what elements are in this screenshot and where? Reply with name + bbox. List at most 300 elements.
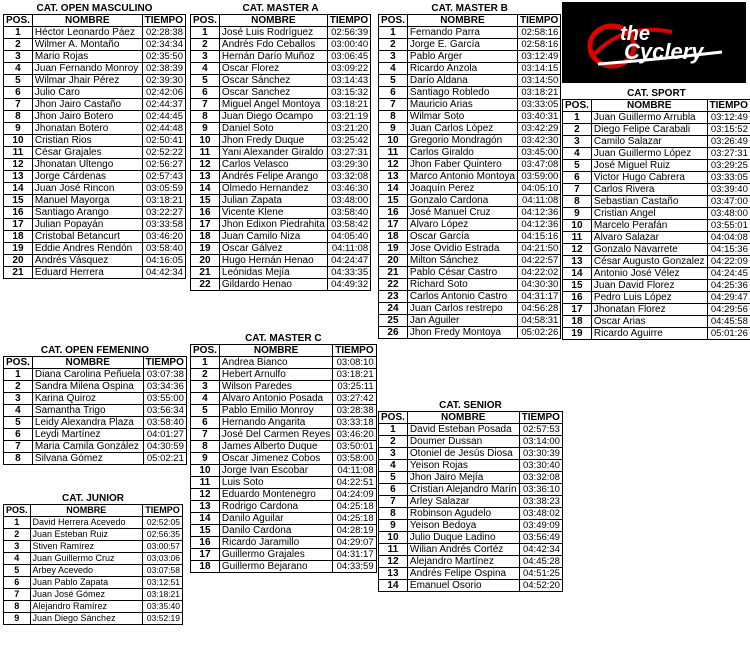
time-cell: 03:32:08 xyxy=(327,171,370,183)
time-cell: 03:15:32 xyxy=(327,87,370,99)
name-cell: Daniel Soto xyxy=(219,123,327,135)
table-row xyxy=(563,316,750,328)
name-cell: Wilmer A. Montaño xyxy=(32,39,142,51)
table-row xyxy=(4,441,187,453)
time-cell: 02:44:48 xyxy=(142,123,185,135)
name-cell: Robinson Agudelo xyxy=(407,508,519,520)
name-cell: Jhonatan Florez xyxy=(591,304,707,316)
position-cell: 2 xyxy=(379,436,408,448)
table-row xyxy=(563,268,750,280)
position-cell: 4 xyxy=(191,393,220,405)
name-cell: Jhon Fredy Montoya xyxy=(407,327,517,339)
table-row xyxy=(379,508,563,520)
name-cell: Juan Esteban Ruiz xyxy=(30,529,143,541)
name-cell: Ricardo Jaramillo xyxy=(219,537,332,549)
position-cell: 13 xyxy=(191,171,220,183)
time-cell: 02:44:37 xyxy=(142,99,185,111)
time-cell: 03:14:00 xyxy=(519,436,562,448)
table-row xyxy=(379,207,561,219)
position-cell: 21 xyxy=(4,267,33,279)
position-cell: 15 xyxy=(4,195,33,207)
time-cell: 04:51:25 xyxy=(519,568,562,580)
time-cell: 03:33:05 xyxy=(517,99,560,111)
time-cell: 03:58:40 xyxy=(143,417,186,429)
table-row xyxy=(191,255,371,267)
position-cell: 5 xyxy=(4,565,31,577)
name-cell: Juan Pablo Zapata xyxy=(30,577,143,589)
name-cell: Karina Quiroz xyxy=(32,393,143,405)
column-header-name: NOMBRE xyxy=(591,100,707,112)
position-cell: 8 xyxy=(191,441,220,453)
position-cell: 22 xyxy=(191,279,220,291)
time-cell: 04:12:36 xyxy=(517,207,560,219)
time-cell: 05:02:21 xyxy=(143,453,186,465)
time-cell: 03:33:05 xyxy=(707,172,750,184)
position-cell: 2 xyxy=(379,39,408,51)
name-cell: Yani Alexander Giraldo xyxy=(219,147,327,159)
column-header-pos: POS. xyxy=(379,15,408,27)
name-cell: Oscar Arias xyxy=(591,316,707,328)
position-cell: 3 xyxy=(4,541,31,553)
time-cell: 03:25:11 xyxy=(333,381,376,393)
name-cell: Jorge Ivan Escobar xyxy=(219,465,332,477)
position-cell: 1 xyxy=(379,424,408,436)
table-row xyxy=(563,292,750,304)
table-row xyxy=(379,111,561,123)
table-row xyxy=(4,183,186,195)
time-cell: 03:55:00 xyxy=(143,393,186,405)
time-cell: 04:28:19 xyxy=(333,525,376,537)
position-cell: 20 xyxy=(191,255,220,267)
time-cell: 03:46:30 xyxy=(327,183,370,195)
time-cell: 03:40:31 xyxy=(517,111,560,123)
name-cell: Juan Diego Ocampo xyxy=(219,111,327,123)
time-cell: 04:15:16 xyxy=(517,231,560,243)
table-row xyxy=(563,160,750,172)
name-cell: Oscar Florez xyxy=(219,63,327,75)
name-cell: Juan José Rincon xyxy=(32,183,142,195)
position-cell: 6 xyxy=(4,87,33,99)
table-row xyxy=(563,244,750,256)
position-cell: 15 xyxy=(191,195,220,207)
position-cell: 7 xyxy=(4,441,33,453)
time-cell: 02:42:06 xyxy=(142,87,185,99)
name-cell: Jorge E. García xyxy=(407,39,517,51)
position-cell: 15 xyxy=(379,195,408,207)
position-cell: 9 xyxy=(191,123,220,135)
time-cell: 04:01:27 xyxy=(143,429,186,441)
column-header-name: NOMBRE xyxy=(219,15,327,27)
name-cell: Pablo César Castro xyxy=(407,267,517,279)
category-title: CAT. MASTER A xyxy=(191,3,371,15)
table-row xyxy=(191,243,371,255)
position-cell: 7 xyxy=(379,99,408,111)
time-cell: 03:03:06 xyxy=(143,553,183,565)
position-cell: 3 xyxy=(4,51,33,63)
time-cell: 03:42:30 xyxy=(517,135,560,147)
table-row xyxy=(379,27,561,39)
time-cell: 03:26:49 xyxy=(707,136,750,148)
table-row xyxy=(379,556,563,568)
name-cell: Jhon Jairo Castaño xyxy=(32,99,142,111)
table-row xyxy=(563,280,750,292)
time-cell: 04:30:30 xyxy=(517,279,560,291)
time-cell: 03:32:08 xyxy=(519,472,562,484)
table-senior xyxy=(378,400,563,592)
time-cell: 02:56:35 xyxy=(143,529,183,541)
name-cell: Oscar Sanchez xyxy=(219,87,327,99)
position-cell: 11 xyxy=(191,147,220,159)
time-cell: 03:48:00 xyxy=(707,208,750,220)
table-row xyxy=(563,136,750,148)
table-row xyxy=(379,544,563,556)
column-header-time: TIEMPO xyxy=(707,100,750,112)
time-cell: 04:33:35 xyxy=(327,267,370,279)
position-cell: 6 xyxy=(191,87,220,99)
column-header-time: TIEMPO xyxy=(143,505,183,517)
time-cell: 03:33:18 xyxy=(333,417,376,429)
position-cell: 7 xyxy=(191,429,220,441)
name-cell: Carlos Rivera xyxy=(591,184,707,196)
table-row xyxy=(191,369,377,381)
name-cell: Eduard Herrera xyxy=(32,267,142,279)
table-row xyxy=(191,561,377,573)
name-cell: Hernando Angarita xyxy=(219,417,332,429)
name-cell: David Herrera Acevedo xyxy=(30,517,143,529)
table-row xyxy=(191,51,371,63)
position-cell: 11 xyxy=(191,477,220,489)
time-cell: 03:30:39 xyxy=(519,448,562,460)
name-cell: Julio Caro xyxy=(32,87,142,99)
table-row xyxy=(379,183,561,195)
table-master-a xyxy=(190,3,371,291)
table-row xyxy=(4,267,186,279)
time-cell: 05:01:26 xyxy=(707,328,750,340)
position-cell: 7 xyxy=(191,99,220,111)
table-row xyxy=(191,123,371,135)
name-cell: Carlos Velasco xyxy=(219,159,327,171)
position-cell: 14 xyxy=(563,268,592,280)
time-cell: 03:58:40 xyxy=(327,207,370,219)
position-cell: 1 xyxy=(4,369,33,381)
name-cell: Danilo Cardona xyxy=(219,525,332,537)
table-row xyxy=(379,315,561,327)
table-row xyxy=(4,429,187,441)
time-cell: 03:15:52 xyxy=(707,124,750,136)
time-cell: 04:22:02 xyxy=(517,267,560,279)
name-cell: Pedro Luis López xyxy=(591,292,707,304)
table-row xyxy=(563,112,750,124)
position-cell: 8 xyxy=(4,453,33,465)
time-cell: 03:47:00 xyxy=(707,196,750,208)
time-cell: 02:57:43 xyxy=(142,171,185,183)
name-cell: Leydi Martínez xyxy=(32,429,143,441)
table-row xyxy=(4,601,183,613)
name-cell: Alejandro Martínez xyxy=(407,556,519,568)
name-cell: David Esteban Posada xyxy=(407,424,519,436)
time-cell: 03:27:31 xyxy=(327,147,370,159)
position-cell: 15 xyxy=(191,525,220,537)
table-row xyxy=(379,424,563,436)
time-cell: 03:22:27 xyxy=(142,207,185,219)
position-cell: 16 xyxy=(4,207,33,219)
time-cell: 04:05:40 xyxy=(327,231,370,243)
position-cell: 17 xyxy=(191,219,220,231)
column-header-pos: POS. xyxy=(191,15,220,27)
time-cell: 02:28:38 xyxy=(142,27,185,39)
position-cell: 3 xyxy=(379,51,408,63)
name-cell: Olmedo Hernandez xyxy=(219,183,327,195)
name-cell: Andrés Felipe Ospina xyxy=(407,568,519,580)
table-row xyxy=(4,195,186,207)
name-cell: Eduardo Montenegro xyxy=(219,489,332,501)
time-cell: 04:05:10 xyxy=(517,183,560,195)
table-row xyxy=(4,159,186,171)
position-cell: 9 xyxy=(563,208,592,220)
time-cell: 03:25:42 xyxy=(327,135,370,147)
position-cell: 5 xyxy=(191,75,220,87)
table-row xyxy=(4,577,183,589)
table-row xyxy=(191,513,377,525)
table-master-b xyxy=(378,3,561,339)
position-cell: 6 xyxy=(191,417,220,429)
position-cell: 5 xyxy=(4,417,33,429)
name-cell: Jorge Cárdenas xyxy=(32,171,142,183)
table-row xyxy=(563,184,750,196)
time-cell: 03:09:22 xyxy=(327,63,370,75)
column-header-pos: POS. xyxy=(4,357,33,369)
name-cell: Ricardo Anzola xyxy=(407,63,517,75)
table-row xyxy=(4,207,186,219)
column-header-name: NOMBRE xyxy=(30,505,143,517)
table-row xyxy=(191,87,371,99)
name-cell: Juan Fernando Monroy xyxy=(32,63,142,75)
name-cell: Cristian Rios xyxy=(32,135,142,147)
time-cell: 03:18:21 xyxy=(327,99,370,111)
time-cell: 03:56:49 xyxy=(519,532,562,544)
position-cell: 5 xyxy=(379,75,408,87)
category-title: CAT. MASTER B xyxy=(379,3,561,15)
position-cell: 1 xyxy=(563,112,592,124)
time-cell: 02:56:39 xyxy=(327,27,370,39)
name-cell: Vicente Klene xyxy=(219,207,327,219)
name-cell: Juan Carlos restrepo xyxy=(407,303,517,315)
position-cell: 2 xyxy=(191,369,220,381)
position-cell: 13 xyxy=(379,171,408,183)
position-cell: 5 xyxy=(379,472,408,484)
time-cell: 04:24:47 xyxy=(327,255,370,267)
name-cell: Milton Sánchez xyxy=(407,255,517,267)
position-cell: 2 xyxy=(4,381,33,393)
table-row xyxy=(191,549,377,561)
time-cell: 03:49:09 xyxy=(519,520,562,532)
time-cell: 04:25:18 xyxy=(333,501,376,513)
time-cell: 03:21:20 xyxy=(327,123,370,135)
time-cell: 03:21:19 xyxy=(327,111,370,123)
name-cell: Juan David Florez xyxy=(591,280,707,292)
position-cell: 1 xyxy=(4,517,31,529)
time-cell: 04:11:08 xyxy=(327,243,370,255)
name-cell: Danilo Aguilar xyxy=(219,513,332,525)
time-cell: 04:11:08 xyxy=(333,465,376,477)
time-cell: 04:29:56 xyxy=(707,304,750,316)
time-cell: 03:55:01 xyxy=(707,220,750,232)
position-cell: 19 xyxy=(379,243,408,255)
time-cell: 04:21:50 xyxy=(517,243,560,255)
table-row xyxy=(4,75,186,87)
table-row xyxy=(191,279,371,291)
position-cell: 6 xyxy=(379,87,408,99)
position-cell: 3 xyxy=(191,51,220,63)
position-cell: 11 xyxy=(4,147,33,159)
table-row xyxy=(563,124,750,136)
time-cell: 02:38:39 xyxy=(142,63,185,75)
time-cell: 03:00:57 xyxy=(143,541,183,553)
table-row xyxy=(4,99,186,111)
table-row xyxy=(379,51,561,63)
table-row xyxy=(4,87,186,99)
table-master-c xyxy=(190,333,377,573)
column-header-time: TIEMPO xyxy=(142,15,185,27)
time-cell: 04:45:58 xyxy=(707,316,750,328)
logo-word-cyclery: Cyclery xyxy=(624,39,704,64)
table-row xyxy=(563,256,750,268)
table-open-femenino xyxy=(3,345,187,465)
position-cell: 3 xyxy=(191,381,220,393)
position-cell: 5 xyxy=(4,75,33,87)
table-row xyxy=(379,99,561,111)
column-header-name: NOMBRE xyxy=(407,15,517,27)
time-cell: 03:56:34 xyxy=(143,405,186,417)
name-cell: Darío Aldana xyxy=(407,75,517,87)
position-cell: 11 xyxy=(379,544,408,556)
name-cell: Gonzalo Navarrete xyxy=(591,244,707,256)
table-row xyxy=(379,195,561,207)
name-cell: Maria Camila González xyxy=(32,441,143,453)
position-cell: 8 xyxy=(379,508,408,520)
table-row xyxy=(191,111,371,123)
time-cell: 03:18:21 xyxy=(143,589,183,601)
name-cell: Marco Antonio Montoya xyxy=(407,171,517,183)
table-row xyxy=(4,243,186,255)
time-cell: 02:52:22 xyxy=(142,147,185,159)
table-row xyxy=(4,565,183,577)
position-cell: 14 xyxy=(191,183,220,195)
name-cell: Alvaro López xyxy=(407,219,517,231)
table-sport xyxy=(562,88,750,340)
name-cell: Julian Popayán xyxy=(32,219,142,231)
name-cell: Antonio José Vélez xyxy=(591,268,707,280)
time-cell: 04:58:31 xyxy=(517,315,560,327)
table-row xyxy=(379,267,561,279)
name-cell: Cristian Angel xyxy=(591,208,707,220)
time-cell: 04:12:36 xyxy=(517,219,560,231)
position-cell: 10 xyxy=(379,532,408,544)
position-cell: 20 xyxy=(4,255,33,267)
table-row xyxy=(191,39,371,51)
position-cell: 2 xyxy=(191,39,220,51)
position-cell: 6 xyxy=(563,172,592,184)
time-cell: 03:18:21 xyxy=(517,87,560,99)
table-row xyxy=(191,537,377,549)
time-cell: 03:33:58 xyxy=(142,219,185,231)
name-cell: Guillermo Grajales xyxy=(219,549,332,561)
name-cell: Samantha Trigo xyxy=(32,405,143,417)
time-cell: 03:30:40 xyxy=(519,460,562,472)
time-cell: 02:56:27 xyxy=(142,159,185,171)
time-cell: 03:14:50 xyxy=(517,75,560,87)
table-row xyxy=(563,304,750,316)
name-cell: Manuel Mayorga xyxy=(32,195,142,207)
time-cell: 03:47:08 xyxy=(517,159,560,171)
name-cell: Alvaro Salazar xyxy=(591,232,707,244)
name-cell: Yeison Bedoya xyxy=(407,520,519,532)
time-cell: 04:25:18 xyxy=(333,513,376,525)
name-cell: José Miguel Ruiz xyxy=(591,160,707,172)
table-row xyxy=(4,171,186,183)
name-cell: Julio Duque Ladino xyxy=(407,532,519,544)
name-cell: Fernando Parra xyxy=(407,27,517,39)
time-cell: 03:07:38 xyxy=(143,369,186,381)
name-cell: Guillermo Bejarano xyxy=(219,561,332,573)
table-row xyxy=(4,135,186,147)
table-row xyxy=(4,255,186,267)
time-cell: 03:50:01 xyxy=(333,441,376,453)
name-cell: Jose Ovidio Estrada xyxy=(407,243,517,255)
name-cell: Camilo Salazar xyxy=(591,136,707,148)
name-cell: Sandra Milena Ospina xyxy=(32,381,143,393)
table-row xyxy=(379,279,561,291)
table-row xyxy=(379,147,561,159)
position-cell: 17 xyxy=(563,304,592,316)
time-cell: 03:46:20 xyxy=(333,429,376,441)
name-cell: César Grajales xyxy=(32,147,142,159)
category-title: CAT. SENIOR xyxy=(379,400,563,412)
time-cell: 04:22:57 xyxy=(517,255,560,267)
time-cell: 03:00:40 xyxy=(327,39,370,51)
name-cell: Mauricio Arias xyxy=(407,99,517,111)
name-cell: Leidy Alexandra Plaza xyxy=(32,417,143,429)
position-cell: 13 xyxy=(563,256,592,268)
table-row xyxy=(563,328,750,340)
position-cell: 12 xyxy=(379,159,408,171)
time-cell: 03:38:23 xyxy=(519,496,562,508)
position-cell: 9 xyxy=(4,613,31,625)
position-cell: 6 xyxy=(4,577,31,589)
name-cell: Hernán Darío Muñoz xyxy=(219,51,327,63)
position-cell: 12 xyxy=(563,244,592,256)
table-row xyxy=(4,405,187,417)
time-cell: 03:58:40 xyxy=(142,243,185,255)
name-cell: Carlos Antonio Castro xyxy=(407,291,517,303)
table-row xyxy=(379,291,561,303)
name-cell: Andrés Fdo Ceballos xyxy=(219,39,327,51)
name-cell: Victor Hugo Cabrera xyxy=(591,172,707,184)
name-cell: Santiago Robledo xyxy=(407,87,517,99)
position-cell: 8 xyxy=(4,111,33,123)
time-cell: 04:31:17 xyxy=(517,291,560,303)
name-cell: Doumer Dussan xyxy=(407,436,519,448)
name-cell: Wilian Andrés Cortéz xyxy=(407,544,519,556)
name-cell: Rodrigo Cardona xyxy=(219,501,332,513)
name-cell: Jhon Fredy Duque xyxy=(219,135,327,147)
name-cell: Yeison Rojas xyxy=(407,460,519,472)
position-cell: 14 xyxy=(379,580,408,592)
category-title: CAT. OPEN FEMENINO xyxy=(4,345,187,357)
position-cell: 1 xyxy=(191,27,220,39)
name-cell: Gregorio Mondragón xyxy=(407,135,517,147)
name-cell: Gonzalo Cardona xyxy=(407,195,517,207)
